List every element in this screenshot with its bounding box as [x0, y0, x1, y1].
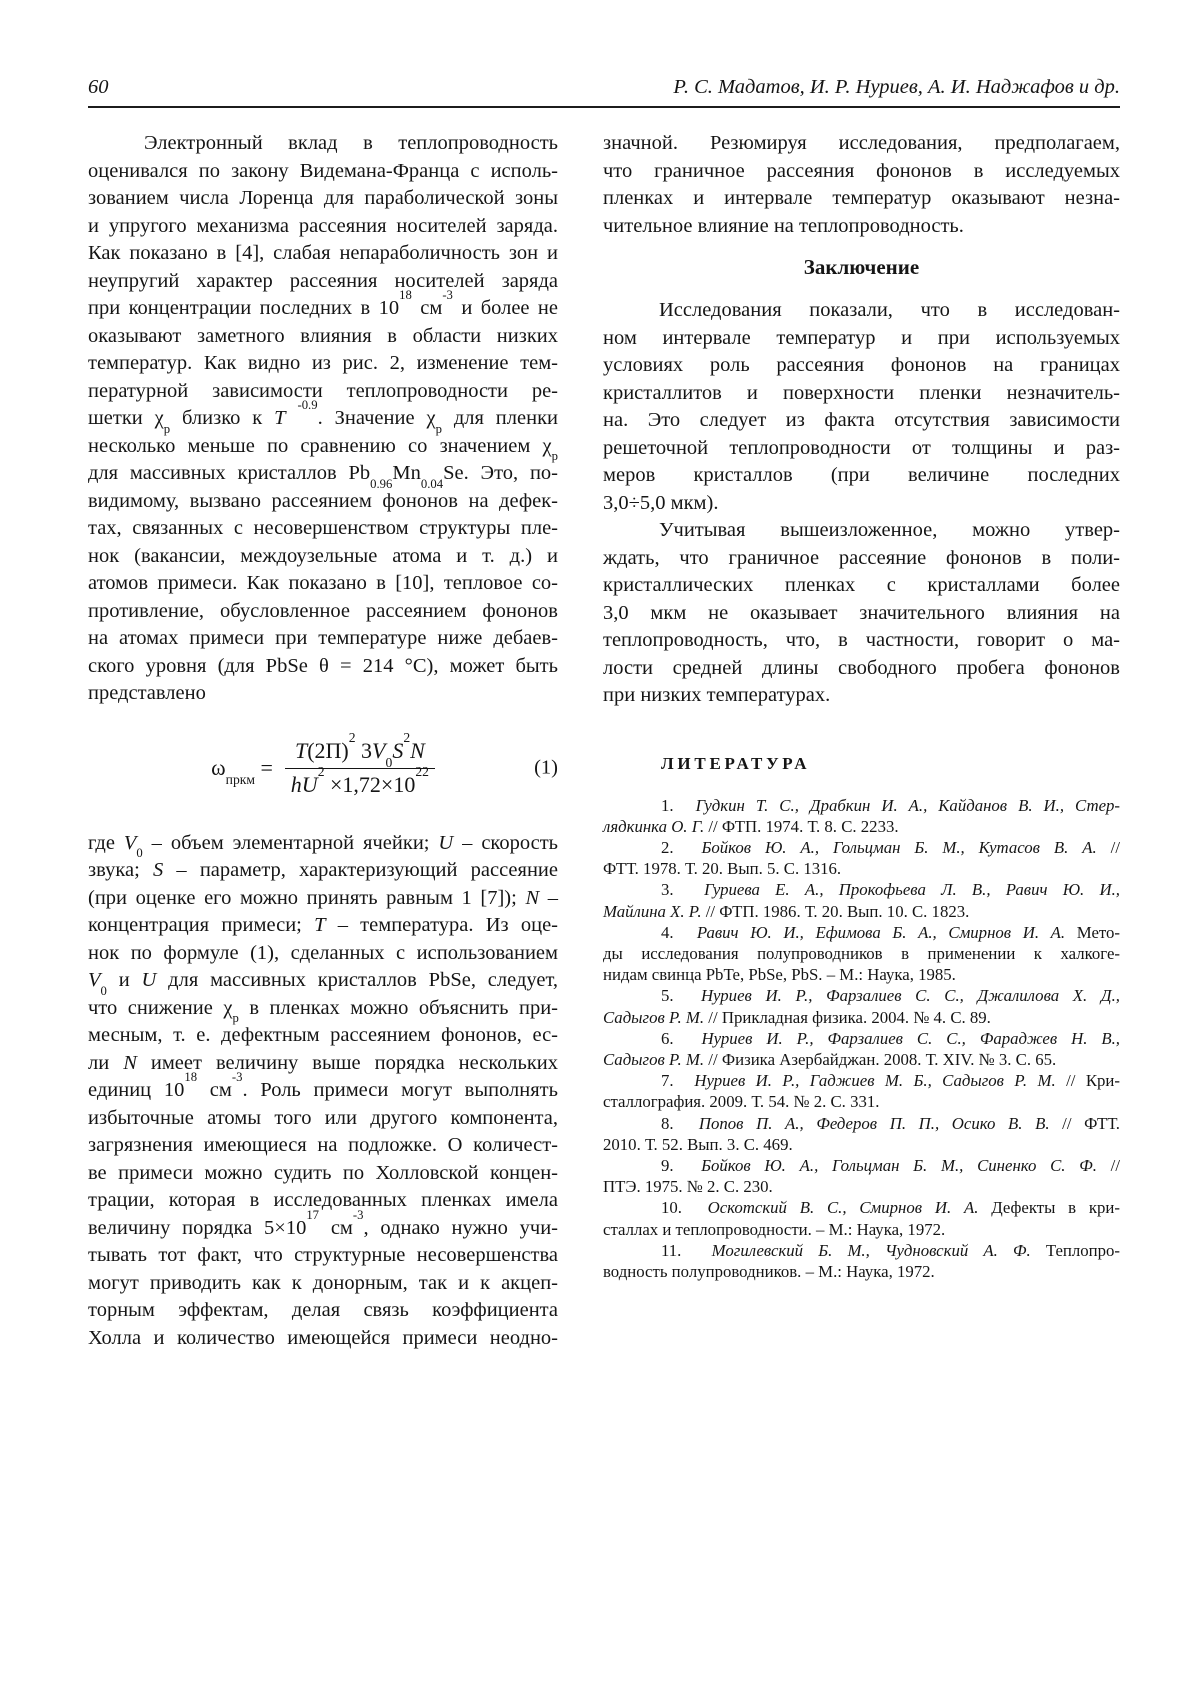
reference-item [603, 1028, 1120, 1070]
text-line: водность полупроводников. – М.: Наука, 1972. [603, 1261, 935, 1281]
reference-item [603, 922, 1120, 986]
literature-heading: ЛИТЕРАТУРА [661, 753, 811, 773]
conclusion-heading: Заключение [803, 255, 920, 279]
text-line: месным, т. е. дефектным рассеянием фононов, ес- [88, 1024, 558, 1046]
text-line: теплопроводность, что, в частности, говорит о ма- [603, 629, 1120, 651]
text-line: где $V_0$ – объем элементарной ячейки; U – скорость [88, 831, 559, 861]
text-line: Майлина Х. Р. // ФТП. 1986. Т. 20. Вып. 10. С. 1823. [603, 901, 970, 921]
equation-body [211, 729, 435, 798]
paragraph [88, 830, 558, 1353]
text-line: Садыгов Р. М. // Прикладная физика. 2004. № 4. С. 89. [603, 1007, 991, 1027]
text-line: нидам свинца PbTe, PbSe, PbS. – М.: Наука, 1985. [603, 965, 956, 985]
text-line: условиях роль рассеяния фононов на границах [603, 354, 1120, 376]
text-line: чительное влияние на теплопроводность. [603, 214, 964, 237]
text-line: Исследования показали, что в исследован- [659, 299, 1120, 321]
page-number: 60 [88, 76, 109, 98]
text-line: 2010. Т. 52. Вып. 3. С. 469. [603, 1134, 793, 1154]
text-line: тах, связанных с несовершенством структуры пле- [88, 517, 558, 539]
text-line: 5. Нуриев И. Р., Фарзалиев С. С., Джалилова Х. Д., [661, 986, 1120, 1006]
text-line: представлено [88, 682, 206, 704]
text-line: $V_0$ и U для массивных кристаллов PbSe, следует, [88, 969, 558, 998]
text-line: ФТТ. 1978. Т. 20. Вып. 5. С. 1316. [603, 859, 842, 879]
text-line: 11. Могилевский Б. М., Чудновский А. Ф. Теплопро- [661, 1240, 1121, 1260]
text-line: температур. Как видно из рис. 2, изменение тем- [88, 352, 558, 374]
page-header [88, 76, 1120, 99]
text-line: пературной зависимости теплопроводности ре- [88, 379, 558, 402]
text-line: 8. Попов П. А., Федеров П. П., Осико В. В. // ФТТ. [661, 1113, 1120, 1133]
text-line: (при оценке его можно принять равным 1 [7]); N – [88, 886, 558, 909]
text-line: Садыгов Р. М. // Физика Азербайджан. 2008. Т. XIV. № 3. С. 65. [603, 1049, 1057, 1069]
two-column-layout [88, 130, 1120, 1352]
text-line: что снижение $\chi_р$ в пленках можно объяснить при- [88, 996, 558, 1026]
text-line: избыточные атомы того или другого компонента, [88, 1106, 558, 1129]
equation-fraction [285, 729, 435, 798]
text-line: Электронный вклад в теплопроводность [144, 132, 558, 154]
paragraph [603, 297, 1120, 517]
text-line: оценивался по закону Видемана-Франца с исполь- [88, 159, 558, 182]
text-line: ПТЭ. 1975. № 2. С. 230. [603, 1177, 773, 1197]
text-line: 3. Гуриева Е. А., Прокофьева Л. В., Равич Ю. И., [661, 880, 1120, 900]
references-list [603, 795, 1120, 1283]
text-line: ждать, что граничное рассеяние фононов в поли- [603, 546, 1120, 569]
equation-1 [88, 729, 558, 798]
text-line: ве примеси можно судить по Холловской концен- [88, 1161, 558, 1184]
text-line: решеточной теплопроводности от толщины и раз- [603, 436, 1120, 459]
reference-item [603, 879, 1120, 921]
equation-number: (1) [534, 756, 558, 778]
paragraph [603, 517, 1120, 710]
text-line: 2. Бойков Ю. А., Гольцман Б. М., Кутасов В. А. // [661, 837, 1120, 857]
reference-item [603, 1113, 1120, 1155]
reference-item [603, 1070, 1120, 1112]
reference-item [603, 1155, 1120, 1197]
text-line: нок по формуле (1), сделанных с использованием [88, 941, 558, 964]
text-line: что граничное рассеяния фононов в исследуемых [603, 159, 1120, 182]
reference-item [603, 837, 1120, 879]
text-line: загрязнения имеющиеся на подложке. О количест- [88, 1134, 558, 1156]
text-line: торным эффектам, делая связь коэффициента [88, 1299, 558, 1321]
text-line: атомов примеси. Как показано в [10], тепловое со- [88, 572, 558, 594]
text-line: могут приводить как к донорным, так и к акцеп- [88, 1271, 558, 1294]
text-line: концентрация примеси; T – температура. Из оце- [88, 914, 558, 936]
text-line: для массивных кристаллов $Pb_{0.96}Mn_{0.04}Se$. Это, по- [88, 462, 559, 491]
text-line: пленках и интервале температур оказывают незна- [603, 187, 1120, 209]
text-line: величину порядка $5\times 10^{17}$ $см^{-3}$, однако нужно учи- [88, 1207, 558, 1239]
text-line: тывать тот факт, что структурные несовершенства [88, 1244, 558, 1266]
text-line: противление, обусловленное рассеянием фононов [88, 599, 558, 622]
paragraph [603, 130, 1120, 240]
text-line: ном интервале температур и при используемых [603, 326, 1120, 349]
text-line: 10. Оскотский В. С., Смирнов И. А. Дефекты в кри- [661, 1198, 1120, 1218]
text-line: трации, которая в исследованных пленках имела [88, 1189, 558, 1211]
reference-item [603, 985, 1120, 1027]
reference-item [603, 1240, 1120, 1282]
text-line: сталлография. 2009. Т. 54. № 2. С. 331. [603, 1092, 880, 1112]
text-line: ды исследования полупроводников в применении к халкоге- [603, 943, 1120, 963]
text-line: лядкинка О. Г. // ФТП. 1974. Т. 8. С. 2233. [603, 816, 899, 836]
text-line: значной. Резюмируя исследования, предполагаем, [603, 132, 1120, 154]
text-line: ского уровня (для PbSe θ = 214 °С), может быть [88, 654, 558, 677]
text-line: на. Это следует из факта отсутствия зависимости [603, 409, 1120, 431]
text-line: Как показано в [4], слабая непараболичность зон и [88, 242, 558, 264]
text-line: единиц $10^{18}$ $см^{-3}$. Роль примеси могут выполнять [88, 1070, 558, 1101]
text-line: неупругий характер рассеяния носителей заряда [88, 269, 558, 292]
text-line: Учитывая вышеизложенное, можно утвер- [659, 519, 1120, 541]
text-line: при концентрации последних в $10^{18}$ $см^{-3}$ и более не [88, 288, 559, 319]
equation-numerator: $T(2\Pi)^2$ $3V_0S^2N$ [285, 738, 435, 769]
text-line: оказывают заметного влияния в области низких [88, 324, 558, 347]
text-line: сталлах и теплопроводности. – М.: Наука, 1972. [603, 1219, 946, 1239]
running-head: Р. С. Мадатов, И. Р. Нуриев, А. И. Наджафов и др. [673, 76, 1120, 98]
paragraph [88, 130, 558, 708]
text-line: при низких температурах. [603, 684, 831, 706]
text-line: 7. Нуриев И. Р., Гаджиев М. Б., Садыгов Р. М. // Кри- [661, 1071, 1120, 1091]
reference-item [603, 1197, 1120, 1239]
right-column [603, 130, 1120, 1352]
text-line: на атомах примеси при температуре ниже дебаев- [88, 627, 558, 649]
text-line: зованием числа Лоренца для параболической зоны [88, 187, 558, 209]
reference-item [603, 795, 1120, 837]
text-line: и упругого механизма рассеяния носителей заряда. [88, 214, 558, 237]
text-line: кристаллитов и поверхности пленки незначитель- [603, 381, 1120, 404]
equation-denominator: $hU^2 \times 1,72\times 10^{22}$ [290, 763, 429, 797]
text-line: 4. Равич Ю. И., Ефимова Б. А., Смирнов И. А. Мето- [661, 922, 1121, 942]
text-line: 1. Гудкин Т. С., Драбкин И. А., Кайданов В. И., Стер- [661, 795, 1120, 815]
text-line: нок (вакансии, междоузельные атома и т. д.) и [88, 544, 558, 567]
left-column [88, 130, 558, 1352]
text-line: меров кристаллов (при величине последних [603, 464, 1120, 486]
text-line: несколько меньше по сравнению со значением $\chi_р$ [88, 434, 558, 464]
text-line: лости средней длины свободного пробега фононов [603, 656, 1120, 679]
text-line: 9. Бойков Ю. А., Гольцман Б. М., Синенко С. Ф. // [661, 1155, 1120, 1175]
text-line: звука; S – параметр, характеризующий рассеяние [88, 859, 558, 881]
text-line: 3,0 мкм не оказывает значительного влияния на [603, 601, 1120, 624]
text-line: 3,0÷5,0 мкм). [603, 491, 719, 514]
text-line: Холла и количество имеющейся примеси неодно- [88, 1326, 558, 1349]
header-rule [88, 106, 1120, 108]
text-line: шетки $\chi_р$ близко к T $^{-0.9}$. Значение $\chi_р$ для пленки [88, 398, 558, 436]
text-line: кристаллических пленках с кристаллами более [603, 574, 1120, 596]
equation-lhs: $\omega_{пркм}$ = [211, 754, 273, 787]
text-line: ли N имеет величину выше порядка нескольких [88, 1051, 558, 1074]
text-line: видимому, вызвано рассеянием фононов на дефек- [88, 489, 558, 512]
text-line: 6. Нуриев И. Р., Фарзалиев С. С., Фараджев Н. В., [661, 1028, 1120, 1048]
